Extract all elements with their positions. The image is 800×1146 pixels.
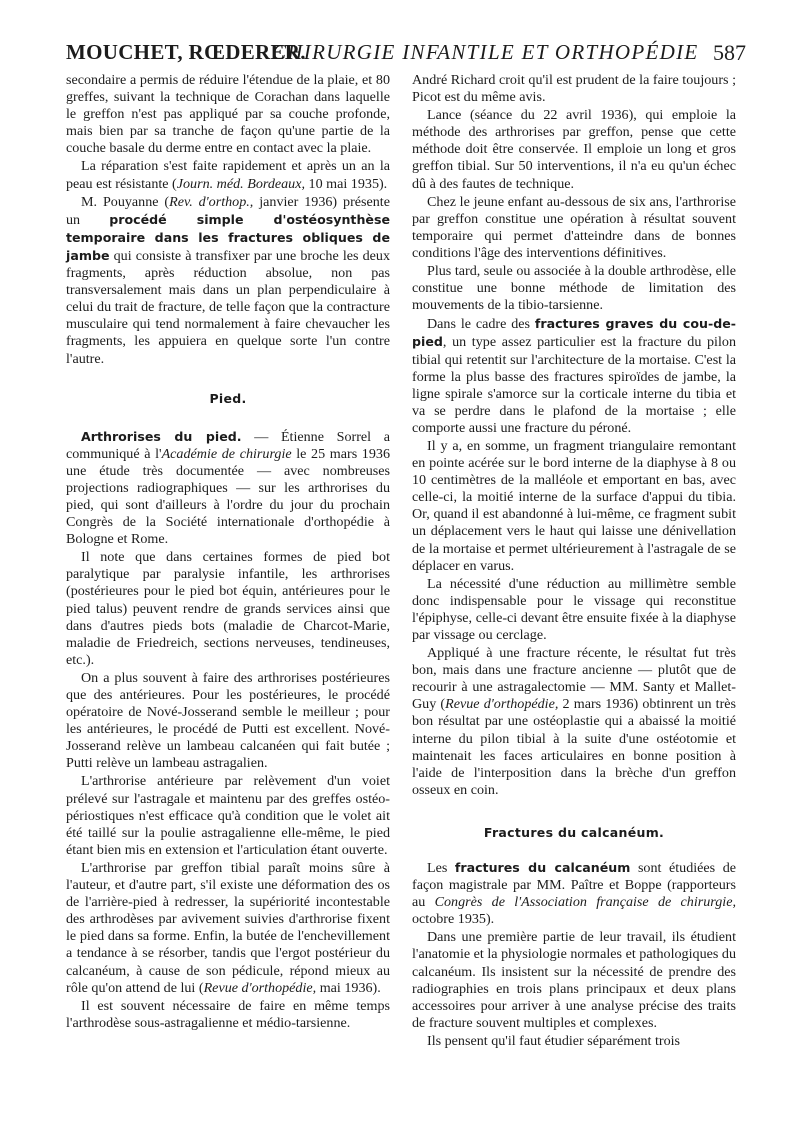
paragraph: Les fractures du calcanéum sont étudiées de façon magistrale par MM. Paître et Boppe (rapporteurs au Congrès de l'Association française de chirurgie, octobre 1935). xyxy=(412,859,737,928)
header-title: CHIRURGIE INFANTILE ET ORTHOPÉDIE xyxy=(272,40,699,64)
paragraph: La nécessité d'une réduction au millimètre semble donc indispensable pour le vissage qui reconstitue l'épiphyse, celle-ci devant être ensuite fixée à la diaphyse par vissage ou cerclage. xyxy=(412,575,736,643)
running-header xyxy=(66,38,746,68)
paragraph: L'arthrorise par greffon tibial paraît moins sûre à l'auteur, et d'autre part, s'il existe une déformation des os de l'arrière-pied à redresser, la supériorité incontestable des arthrodèses par avivement suivies d'arthrorise fixent le pied dans sa forme. Enfin, la butée de l'enchevillement a tendance à se résorber, tandis que l'ergot postérieur du calcanéum, à cause de son pédicule, répond mieux au rôle qu'on attend de lui (Revue d'orthopédie, mai 1936). xyxy=(66,859,390,996)
paragraph: Dans le cadre des fractures graves du cou-de-pied, un type assez particulier est la fracture du pilon tibial qui retentit sur l'architecture de la mortaise. C'est la forme la plus basse des fractures spiroïdes de jambe, la ligne spirale s'amorce sur la corticale interne du tibia et va se perdre dans le plafond de la mortaise ; elle comporte aussi une fracture du péroné. xyxy=(412,316,736,436)
paragraph: secondaire a permis de réduire l'étendue de la plaie, et 80 greffes, suivant la technique de Corachan dans laquelle le greffon n'est pas appliqué par sa couche profonde, mais bien par sa tranche de façon qu'une partie de la couche basale du derme entre en contact avec la plaie. xyxy=(66,72,390,157)
left-column xyxy=(66,72,390,1033)
citation: Académie de chirurgie xyxy=(161,445,292,462)
citation: Congrès de l'Association française de chirurgie, xyxy=(434,894,737,911)
paragraph: Chez le jeune enfant au-dessous de six ans, l'arthrorise par greffon constitue une opération à résultat souvent temporaire qui permet d'atteindre dans de bonnes conditions l'âge des interventions définitives. xyxy=(412,193,736,261)
citation: Rev. d'orthop., xyxy=(169,193,254,210)
section-heading-calcaneum: Fractures du calcanéum. xyxy=(483,824,665,840)
citation: Revue d'orthopédie, xyxy=(445,696,559,713)
paragraph: André Richard croit qu'il est prudent de la faire toujours ; Picot est du même avis. xyxy=(412,72,736,106)
paragraph: Plus tard, seule ou associée à la double arthrodèse, elle constitue une bonne méthode de limitation des mouvements de la tibio-tarsienne. xyxy=(412,263,736,314)
paragraph: L'arthrorise antérieure par relèvement d'un voiet prélevé sur l'astragale et maintenu par des greffes ostéo-périostiques n'est efficace qu'à condition que le volet ait été taillé sur la poulie astragalienne elle-même, le pied étant bien mis en extension et l'articulation étant ouverte. xyxy=(66,773,390,858)
header-authors: MOUCHET, RŒDERER. xyxy=(66,40,306,64)
paragraph: Appliqué à une fracture récente, le résultat fut très bon, mais dans une fracture ancienne — plutôt que de recourir à une astragalectomie — MM. Santy et Mallet-Guy (Revue d'orthopédie, 2 mars 1936) obtinrent un très bon résultat par une ostéoplastie qui a abaissé la moitié interne du pilon tibial à la suite d'une ostéotomie et maintenait les faces articulaires en bonne position à l'aide de l'interposition dans la brèche d'un greffon osseux en coin. xyxy=(412,645,736,798)
page-number: 587 xyxy=(713,40,746,65)
paragraph: Il y a, en somme, un fragment triangulaire remontant en pointe acérée sur le bord interne de la diaphyse à 8 ou 10 centimètres de la malléole et emportant en bas, avec celle-ci, la moitié interne de la surface d'appui du tibia. Or, quand il est abandonné à lui-même, ce fragment subit un déplacement vers le haut qui laisse une dénivellation de la mortaise et permet ultérieurement à l'astragale de se déplacer en varus. xyxy=(412,437,736,574)
bold-term: Arthrorises du pied. xyxy=(81,428,242,444)
citation: Journ. méd. Bordeaux, xyxy=(176,175,305,192)
paragraph: Il est souvent nécessaire de faire en même temps l'arthrodèse sous-astragalienne et médio-tarsienne. xyxy=(66,997,390,1031)
paragraph: Ils pensent qu'il faut étudier séparément trois xyxy=(427,1032,681,1049)
bold-term: fractures graves du cou-de-pied xyxy=(412,316,736,350)
paragraph: Lance (séance du 22 avril 1936), qui emploie la méthode des arthrorises par greffon, pense que cette méthode doit être conservée. Il emploie un long et gros greffon tibial. Sur 50 interventions, il n'a eu qu'un échec dû à des fautes de technique. xyxy=(412,107,736,192)
paragraph: Dans une première partie de leur travail, ils étudient l'anatomie et la physiologie normales et pathologiques du calcanéum. Ils insistent sur la nécessité de prendre des radiographies en trois plans principaux et deux plans accessoires pour arriver à une analyse précise des traits de fracture souvent multiples et complexes. xyxy=(412,929,736,1031)
section-heading-pied: Pied. xyxy=(209,390,247,406)
citation: Revue d'orthopédie, xyxy=(203,979,317,996)
paragraph: On a plus souvent à faire des arthrorises postérieures que des antérieures. Pour les postérieures, le procédé opératoire de Nové-Josserand semble le meilleur ; pour les antérieures, le procédé de Putti est excellent. Nové-Josserand relève un lambeau calcanéen qui fait butée ; Putti relève un lambeau astragalien. xyxy=(66,669,390,772)
paragraph: M. Pouyanne (Rev. d'orthop., janvier 1936) présente un procédé simple d'ostéosynthèse temporaire dans les fractures obliques de jambe qui consiste à transfixer par une broche les deux fragments, après réduction absolue, non pas transversalement mais dans un plan perpendiculaire à celui du trait de fracture, de telle façon que la contracture musculaire qui tend normalement à faire chevaucher les fragments, les appuiera en quelque sorte l'un contre l'autre. xyxy=(66,193,390,367)
right-column xyxy=(412,72,736,1051)
paragraph: Arthrorises du pied. — Étienne Sorrel a communiqué à l'Académie de chirurgie le 25 mars 1936 une étude très documentée — avec nombreuses projections radiographiques — sur les arthrorises du pied, qui sont d'ailleurs à l'ordre du jour du prochain Congrès de la Société internationale d'orthopédie à Bologne et Rome. xyxy=(66,428,390,548)
bold-term: fractures du calcanéum xyxy=(454,859,631,875)
paragraph: Il note que dans certaines formes de pied bot paralytique par paralysie infantile, les arthrorises (postérieures pour le pied bot équin, antérieures pour le pied talus) peuvent rendre de grands services ainsi que dans d'autres pieds bots (maladie de Charcot-Marie, maladie de Friedreich, sections nerveuses, tendineuses, etc.). xyxy=(66,549,390,668)
bold-term: procédé simple d'ostéosynthèse temporaire dans les fractures obliques de jambe xyxy=(66,211,390,263)
paragraph: La réparation s'est faite rapidement et après un an la peau est résistante (Journ. méd. Bordeaux, 10 mai 1935). xyxy=(66,158,390,192)
